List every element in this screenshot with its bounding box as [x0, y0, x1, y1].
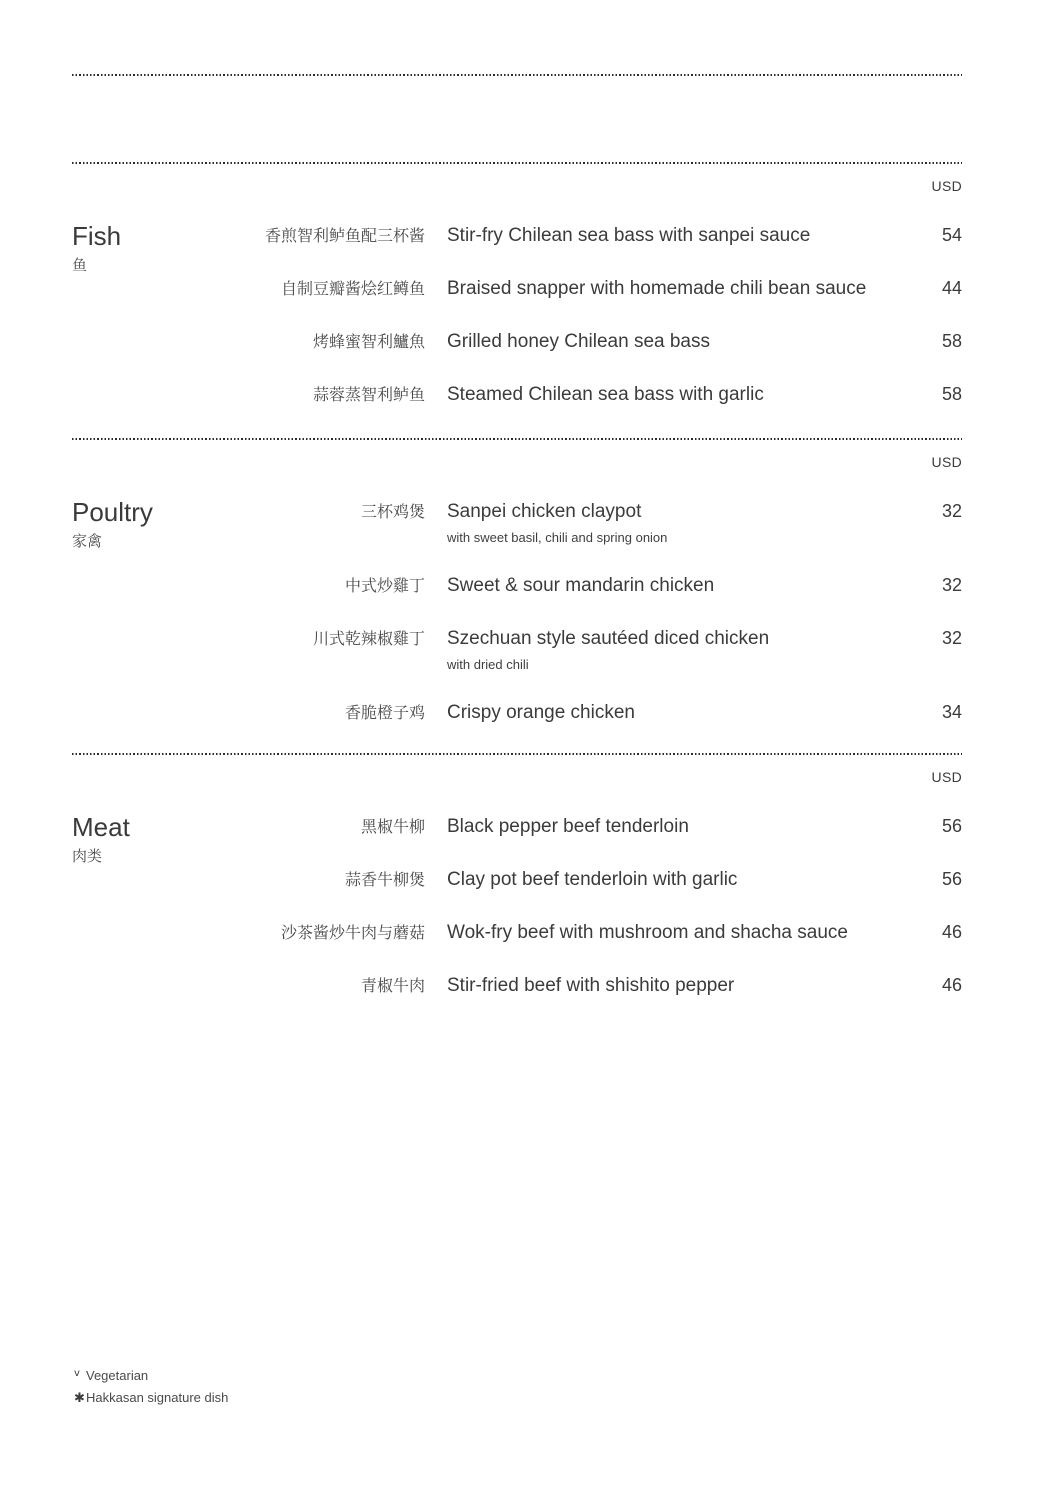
- dish-name-chinese: 青椒牛肉: [360, 978, 425, 995]
- dish-price: 56: [941, 869, 962, 889]
- currency-header: USD: [931, 178, 962, 194]
- item-list: [240, 499, 962, 753]
- dotted-divider: [72, 753, 962, 755]
- menu-item: [240, 920, 962, 946]
- vegetarian-icon: v: [74, 1368, 80, 1379]
- section-fish: [72, 162, 962, 435]
- dish-name-chinese: 三杯鸡煲: [360, 504, 425, 521]
- dish-name-english: Szechuan style sautéed diced chicken: [447, 628, 770, 649]
- menu-item: [240, 329, 962, 355]
- menu-item: [240, 867, 962, 893]
- dish-name-english: Sanpei chicken claypot: [447, 501, 642, 522]
- section-meat: [72, 753, 962, 1026]
- legend: [74, 1366, 228, 1409]
- dish-description: with dried chili: [447, 657, 529, 672]
- dish-name-chinese: 香脆橙子鸡: [344, 705, 425, 722]
- dish-name-chinese: 川式乾辣椒雞丁: [312, 631, 425, 648]
- dish-name-chinese: 香煎智利鲈鱼配三杯酱: [264, 228, 425, 245]
- legend-label: Vegetarian: [86, 1368, 149, 1383]
- dish-name-english: Stir-fried beef with shishito pepper: [447, 975, 735, 996]
- section-title-english: Meat: [72, 812, 130, 842]
- dish-name-english: Braised snapper with homemade chili bean sauce: [447, 278, 867, 299]
- section-title-poultry: [72, 499, 240, 753]
- legend-label: Hakkasan signature dish: [86, 1390, 229, 1405]
- dotted-divider: [72, 162, 962, 164]
- section-title-chinese: 鱼: [72, 257, 88, 274]
- dish-name-chinese: 中式炒雞丁: [344, 578, 425, 595]
- dish-name-chinese: 黑椒牛柳: [360, 819, 425, 836]
- currency-header: USD: [931, 454, 962, 470]
- menu-item: [240, 382, 962, 408]
- dish-name-chinese: 蒜蓉蒸智利鲈鱼: [312, 387, 425, 404]
- dish-price: 54: [941, 225, 962, 245]
- section-title-chinese: 家禽: [72, 533, 103, 550]
- dish-price: 58: [941, 384, 962, 404]
- dish-price: 46: [941, 975, 962, 995]
- menu-item: [240, 276, 962, 302]
- section-title-english: Fish: [72, 221, 122, 251]
- menu-item: [240, 700, 962, 726]
- legend-signature-dish: [74, 1388, 228, 1409]
- section-poultry: [72, 438, 962, 753]
- menu-item: [240, 223, 962, 249]
- dish-price: 44: [941, 278, 962, 298]
- dish-name-chinese: 烤蜂蜜智利鱸魚: [312, 334, 425, 351]
- signature-dish-icon: ✱: [74, 1391, 85, 1406]
- dish-price: 32: [941, 575, 962, 595]
- section-title-fish: [72, 223, 240, 435]
- menu-item: [240, 499, 962, 546]
- legend-vegetarian: [74, 1366, 228, 1388]
- dish-name-chinese: 自制豆瓣酱烩红鳟鱼: [280, 281, 425, 298]
- dish-name-english: Sweet & sour mandarin chicken: [447, 575, 715, 596]
- dish-price: 32: [941, 501, 962, 521]
- dish-name-english: Stir-fry Chilean sea bass with sanpei sauce: [447, 225, 811, 246]
- section-title-meat: [72, 814, 240, 1026]
- dish-name-english: Wok-fry beef with mushroom and shacha sauce: [447, 922, 848, 943]
- menu-item: [240, 814, 962, 840]
- menu-item: [240, 973, 962, 999]
- menu-content: [72, 0, 962, 1026]
- dish-name-chinese: 沙茶酱炒牛肉与蘑菇: [280, 925, 425, 942]
- dish-price: 58: [941, 331, 962, 351]
- section-title-english: Poultry: [72, 497, 153, 527]
- dish-description: with sweet basil, chili and spring onion: [447, 530, 668, 545]
- dotted-divider: [72, 438, 962, 440]
- menu-item: [240, 626, 962, 673]
- dish-price: 32: [941, 628, 962, 648]
- dish-price: 46: [941, 922, 962, 942]
- currency-header: USD: [931, 769, 962, 785]
- section-title-chinese: 肉类: [72, 848, 103, 865]
- dish-name-english: Crispy orange chicken: [447, 702, 635, 723]
- dish-name-english: Grilled honey Chilean sea bass: [447, 331, 710, 352]
- dish-price: 56: [941, 816, 962, 836]
- dish-name-english: Steamed Chilean sea bass with garlic: [447, 384, 764, 405]
- item-list: [240, 814, 962, 1026]
- item-list: [240, 223, 962, 435]
- dish-name-english: Black pepper beef tenderloin: [447, 816, 689, 837]
- dish-price: 34: [941, 702, 962, 722]
- dotted-divider: [72, 74, 962, 76]
- menu-item: [240, 573, 962, 599]
- dish-name-chinese: 蒜香牛柳煲: [344, 872, 425, 889]
- dish-name-english: Clay pot beef tenderloin with garlic: [447, 869, 738, 890]
